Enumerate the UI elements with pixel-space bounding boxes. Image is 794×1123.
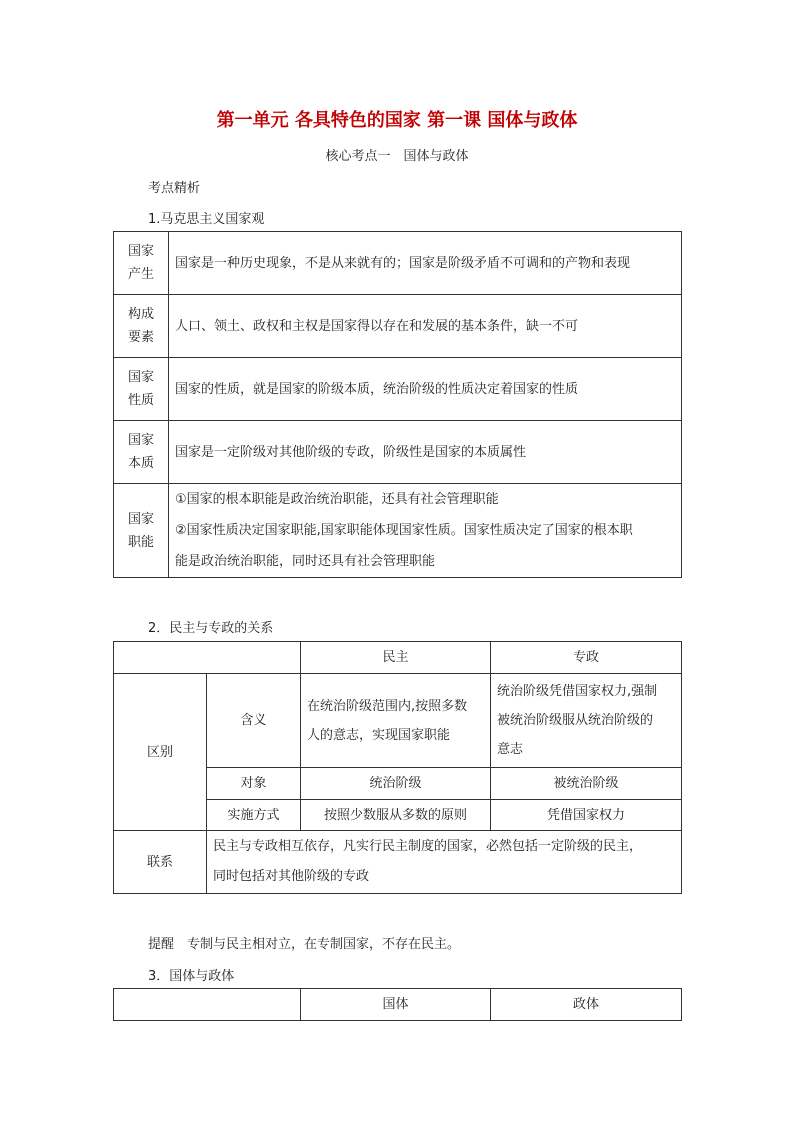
section-label: 考点精析: [148, 181, 201, 196]
row-header: 国家 性质: [114, 358, 169, 421]
row-label: 实施方式: [207, 800, 301, 831]
column-header: 国体: [301, 989, 491, 1021]
page-subtitle: 核心考点一 国体与政体: [325, 149, 469, 164]
table-row: [114, 484, 682, 578]
page-title: 第一单元 各具特色的国家 第一课 国体与政体: [216, 110, 578, 131]
row-header: 国家 本质: [114, 421, 169, 484]
state-system-table: [113, 988, 682, 1021]
column-header: 民主: [301, 642, 491, 674]
table-row: [114, 232, 682, 295]
row-header: 构成 要素: [114, 295, 169, 358]
row-content: 人口、领土、政权和主权是国家得以存在和发展的基本条件，缺一不可: [169, 295, 682, 358]
table-cell: 凭借国家权力: [491, 800, 682, 831]
table-row: [114, 295, 682, 358]
table-header-row: [114, 989, 682, 1021]
row-label: 含义: [207, 674, 301, 768]
table-cell: 民主与专政相互依存，凡实行民主制度的国家，必然包括一定阶级的民主， 同时包括对其他阶级的专政: [207, 831, 682, 894]
table-row: [114, 674, 682, 768]
row-content: ①国家的根本职能是政治统治职能，还具有社会管理职能 ②国家性质决定国家职能,国家职能体现国家性质。国家性质决定了国家的根本职 能是政治统治职能，同时还具有社会管理职能: [169, 484, 682, 578]
marxist-state-table: [113, 231, 682, 578]
table-cell: 被统治阶级: [491, 768, 682, 800]
row-header: 国家 产生: [114, 232, 169, 295]
row-label: 对象: [207, 768, 301, 800]
column-header: 专政: [491, 642, 682, 674]
table-cell: 统治阶级: [301, 768, 491, 800]
heading-2: 2．民主与专政的关系: [148, 621, 274, 636]
column-header: 政体: [491, 989, 682, 1021]
row-group-label: 区别: [114, 674, 207, 831]
row-content: 国家是一定阶级对其他阶级的专政，阶级性是国家的本质属性: [169, 421, 682, 484]
table-cell: 在统治阶级范围内,按照多数 人的意志，实现国家职能: [301, 674, 491, 768]
table-cell: 统治阶级凭借国家权力,强制 被统治阶级服从统治阶级的 意志: [491, 674, 682, 768]
democracy-dictatorship-table: [113, 641, 682, 894]
table-cell: 按照少数服从多数的原则: [301, 800, 491, 831]
row-content: 国家是一种历史现象，不是从来就有的；国家是阶级矛盾不可调和的产物和表现: [169, 232, 682, 295]
row-label: 联系: [114, 831, 207, 894]
table-row: [114, 358, 682, 421]
heading-3: 3．国体与政体: [148, 969, 235, 984]
tip-text: 提醒 专制与民主相对立，在专制国家，不存在民主。: [148, 937, 461, 952]
heading-1: 1.马克思主义国家观: [148, 212, 265, 227]
table-header-row: [114, 642, 682, 674]
row-header: 国家 职能: [114, 484, 169, 578]
row-content: 国家的性质，就是国家的阶级本质，统治阶级的性质决定着国家的性质: [169, 358, 682, 421]
table-row: [114, 421, 682, 484]
table-row: [114, 831, 682, 894]
